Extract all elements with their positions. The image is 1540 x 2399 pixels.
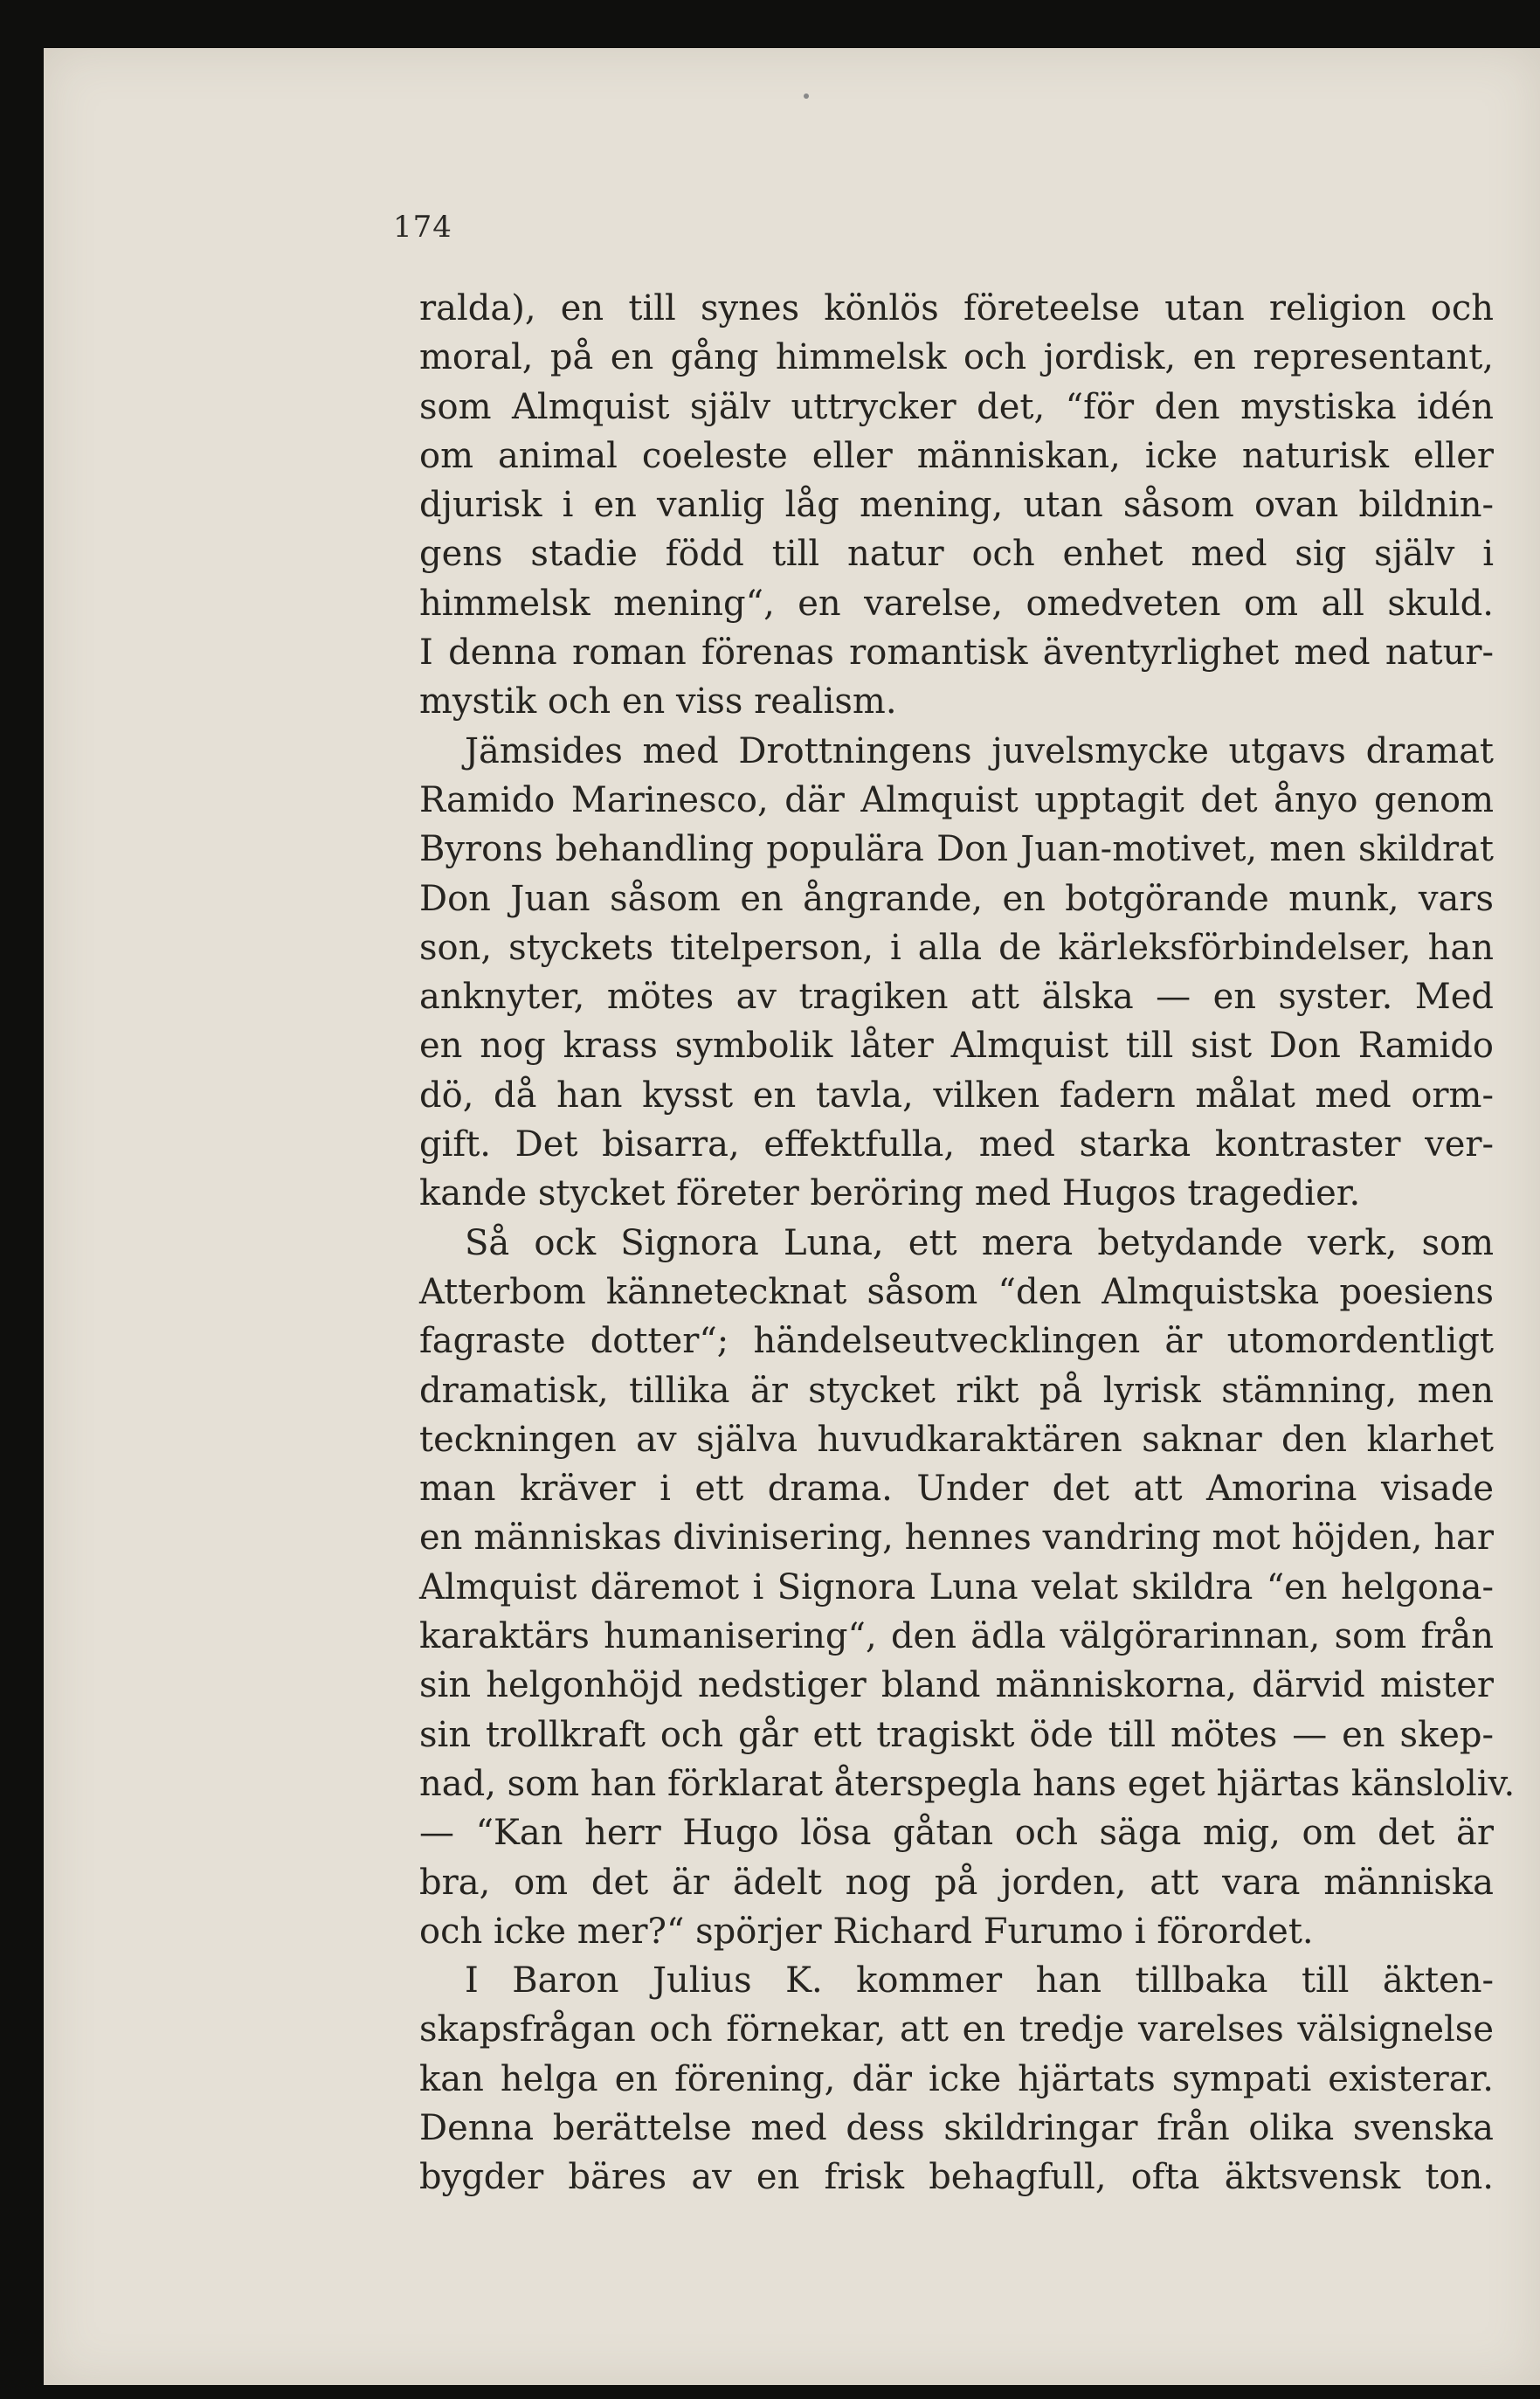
text-line: Don Juan såsom en ångrande, en botgörande munk, vars (419, 878, 1494, 919)
text-line: gift. Det bisarra, effektfulla, med starka kontraster ver- (419, 1124, 1494, 1165)
text-line: Ramido Marinesco, där Almquist upptagit det ånyo genom (419, 779, 1494, 820)
text-line: fagraste dotter“; händelseutvecklingen är utomordentligt (419, 1321, 1494, 1362)
text-line: man kräver i ett drama. Under det att Amorina visade (419, 1469, 1494, 1510)
text-line: bra, om det är ädelt nog på jorden, att vara människa (419, 1862, 1494, 1903)
text-line: en människas divinisering, hennes vandring mot höjden, har (419, 1518, 1494, 1559)
text-line: dramatisk, tillika är stycket rikt på lyrisk stämning, men (419, 1370, 1494, 1411)
text-line: Atterbom kännetecknat såsom “den Almquistska poesiens (419, 1271, 1494, 1312)
text-line: son, styckets titelperson, i alla de kärleksförbindelser, han (419, 927, 1494, 968)
text-line: bygder bäres av en frisk behagfull, ofta äktsvensk ton. (419, 2157, 1494, 2198)
text-line: en nog krass symbolik låter Almquist till sist Don Ramido (419, 1026, 1494, 1067)
text-line: Så ock Signora Luna, ett mera betydande verk, som (465, 1222, 1494, 1263)
text-line: gens stadie född till natur och enhet med sig själv i (419, 534, 1494, 575)
text-line: I Baron Julius K. kommer han tillbaka till äkten- (465, 1960, 1494, 2001)
text-line: ralda), en till synes könlös företeelse utan religion och (419, 288, 1494, 328)
text-line: som Almquist själv uttrycker det, “för den mystiska idén (419, 386, 1494, 427)
page-number: 174 (393, 210, 452, 245)
text-line: anknyter, mötes av tragiken att älska — en syster. Med (419, 977, 1494, 1018)
text-line: teckningen av själva huvudkaraktären saknar den klarhet (419, 1419, 1494, 1460)
text-line: mystik och en viss realism. (419, 681, 897, 722)
body-text (419, 284, 1516, 2202)
text-line: Denna berättelse med dess skildringar från olika svenska (419, 2107, 1494, 2148)
page-speck (804, 93, 809, 99)
text-line: djurisk i en vanlig låg mening, utan såsom ovan bildnin- (419, 485, 1494, 526)
text-line: skapsfrågan och förnekar, att en tredje varelses välsignelse (419, 2009, 1494, 2050)
text-line: sin trollkraft och går ett tragiskt öde till mötes — en skep- (419, 1714, 1494, 1755)
text-line: kan helga en förening, där icke hjärtats sympati existerar. (419, 2058, 1494, 2099)
text-line: och icke mer?“ spörjer Richard Furumo i förordet. (419, 1911, 1314, 1952)
text-line: himmelsk mening“, en varelse, omedveten om all skuld. (419, 583, 1494, 624)
book-page (44, 48, 1540, 2385)
text-line: — “Kan herr Hugo lösa gåtan och säga mig, om det är (419, 1813, 1494, 1854)
text-line: om animal coeleste eller människan, icke naturisk eller (419, 435, 1494, 476)
text-line: karaktärs humanisering“, den ädla välgörarinnan, som från (419, 1616, 1494, 1657)
text-line: Jämsides med Drottningens juvelsmycke utgavs dramat (465, 730, 1494, 771)
text-line: kande stycket företer beröring med Hugos tragedier. (419, 1173, 1361, 1214)
text-line: sin helgonhöjd nedstiger bland människorna, därvid mister (419, 1665, 1494, 1706)
text-line: nad, som han förklarat återspegla hans eget hjärtas känsloliv. (419, 1763, 1516, 1804)
text-line: dö, då han kysst en tavla, vilken fadern målat med orm- (419, 1075, 1494, 1116)
text-line: moral, på en gång himmelsk och jordisk, en representant, (419, 337, 1494, 378)
text-line: Byrons behandling populära Don Juan-motivet, men skildrat (419, 829, 1494, 870)
text-line: Almquist däremot i Signora Luna velat skildra “en helgona- (419, 1566, 1494, 1607)
text-line: I denna roman förenas romantisk äventyrlighet med natur- (419, 633, 1494, 674)
